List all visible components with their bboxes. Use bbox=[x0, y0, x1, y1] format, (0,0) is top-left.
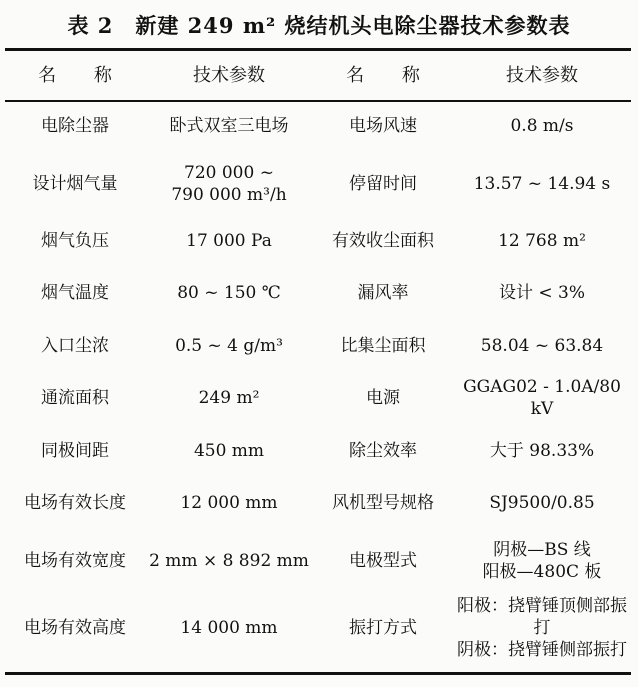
param-value-cell bbox=[145, 100, 313, 153]
table-row bbox=[5, 320, 631, 373]
value-line: SJ9500/0.85 bbox=[489, 493, 595, 514]
value-line: 0.8 m/s bbox=[510, 116, 574, 137]
param-value-cell bbox=[453, 267, 631, 320]
param-value-cell bbox=[145, 477, 313, 530]
table-body bbox=[5, 100, 631, 665]
table-row bbox=[5, 267, 631, 320]
value-line: 大于 98.33% bbox=[489, 440, 595, 461]
table-row bbox=[5, 100, 631, 153]
param-value-cell bbox=[145, 267, 313, 320]
param-value-cell bbox=[453, 592, 631, 665]
table-row bbox=[5, 592, 631, 665]
param-value-cell bbox=[453, 477, 631, 530]
table-row bbox=[5, 425, 631, 478]
param-value-cell bbox=[145, 320, 313, 373]
header-row bbox=[5, 51, 631, 100]
parameter-table bbox=[5, 51, 631, 665]
header-param-2: 技术参数 bbox=[506, 64, 578, 86]
value-line: 阴极—BS 线 bbox=[493, 539, 591, 560]
param-name-cell: 电场风速 bbox=[349, 116, 417, 137]
param-name-cell: 比集尘面积 bbox=[340, 335, 426, 356]
value-line: 设计 < 3% bbox=[498, 283, 586, 304]
value-line: 2 mm × 8 892 mm bbox=[149, 550, 309, 571]
param-name-cell: 电极型式 bbox=[349, 550, 417, 571]
table-title: 表 2 新建 249 m² 烧结机头电除尘器技术参数表 bbox=[67, 13, 571, 38]
value-line: 58.04 ~ 63.84 bbox=[480, 335, 604, 356]
value-line: 卧式双室三电场 bbox=[169, 116, 289, 137]
value-line: 450 mm bbox=[193, 440, 265, 461]
table-row bbox=[5, 530, 631, 592]
value-line: 14 000 mm bbox=[180, 618, 278, 638]
param-name-cell: 振打方式 bbox=[349, 618, 417, 638]
param-name-cell: 入口尘浓 bbox=[41, 335, 109, 356]
param-value-cell bbox=[145, 592, 313, 665]
value-line: 720 000 ~ bbox=[184, 162, 274, 183]
param-value-cell bbox=[453, 372, 631, 425]
value-line: 0.5 ~ 4 g/m³ bbox=[175, 335, 283, 356]
param-name-cell: 停留时间 bbox=[349, 173, 417, 194]
value-line: 阳极—480C 板 bbox=[482, 561, 602, 582]
table-row bbox=[5, 372, 631, 425]
param-value-cell bbox=[453, 530, 631, 592]
bottom-rule bbox=[5, 672, 631, 675]
param-name-cell: 风机型号规格 bbox=[332, 493, 434, 514]
param-value-cell bbox=[453, 320, 631, 373]
param-name-cell: 烟气负压 bbox=[41, 230, 109, 251]
value-line: 12 768 m² bbox=[498, 230, 586, 251]
table-row bbox=[5, 215, 631, 268]
table-row bbox=[5, 477, 631, 530]
value-line: 阴极：挠臂锤侧部振打 bbox=[457, 640, 627, 660]
param-name-cell: 同极间距 bbox=[41, 440, 109, 461]
param-name-cell: 漏风率 bbox=[357, 283, 409, 304]
value-line: 13.57 ~ 14.94 s bbox=[473, 173, 611, 194]
header-param-1: 技术参数 bbox=[193, 64, 265, 86]
value-line: 12 000 mm bbox=[180, 493, 278, 514]
header-name-1: 名 称 bbox=[38, 64, 128, 86]
param-name-cell: 烟气温度 bbox=[41, 283, 109, 304]
value-line: 790 000 m³/h bbox=[171, 184, 287, 205]
param-value-cell bbox=[453, 153, 631, 215]
param-name-cell: 电场有效宽度 bbox=[24, 550, 126, 571]
value-line: GGAG02 - 1.0A/80 kV bbox=[463, 377, 621, 420]
param-name-cell: 电场有效长度 bbox=[24, 493, 126, 514]
value-line: 249 m² bbox=[198, 388, 260, 409]
param-name-cell: 除尘效率 bbox=[349, 440, 417, 461]
param-name-cell: 有效收尘面积 bbox=[332, 230, 434, 251]
table-row bbox=[5, 153, 631, 215]
param-value-cell bbox=[145, 530, 313, 592]
param-value-cell bbox=[453, 215, 631, 268]
param-name-cell: 电源 bbox=[366, 388, 400, 409]
value-line: 17 000 Pa bbox=[186, 230, 272, 251]
param-value-cell bbox=[145, 215, 313, 268]
param-value-cell bbox=[145, 425, 313, 478]
param-value-cell bbox=[145, 153, 313, 215]
param-value-cell bbox=[145, 372, 313, 425]
param-value-cell bbox=[453, 425, 631, 478]
header-name-2: 名 称 bbox=[346, 64, 436, 86]
param-name-cell: 电除尘器 bbox=[41, 116, 109, 137]
param-value-cell bbox=[453, 100, 631, 153]
value-line: 阳极：挠臂锤顶侧部振打 bbox=[457, 596, 627, 638]
value-line: 80 ~ 150 ℃ bbox=[177, 283, 281, 304]
param-name-cell: 通流面积 bbox=[41, 388, 109, 409]
param-name-cell: 设计烟气量 bbox=[32, 173, 118, 194]
param-name-cell: 电场有效高度 bbox=[24, 618, 126, 638]
